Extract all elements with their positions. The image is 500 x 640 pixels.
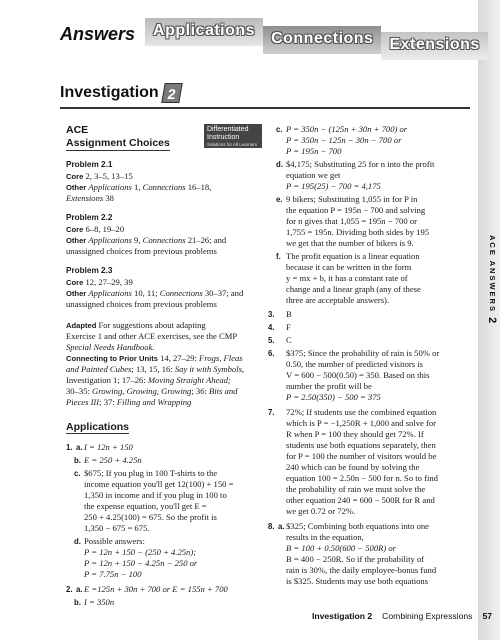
- answer-line: three are acceptable answers).: [286, 295, 390, 305]
- side-label-text: ACE ANSWERS: [488, 235, 497, 313]
- prior-3: Investigation 1; 17–26:: [66, 375, 148, 385]
- page-footer: [312, 611, 492, 621]
- page-number: 57: [482, 611, 493, 621]
- answer-line: for P = 100 the number of visitors would be: [286, 451, 437, 461]
- answer-line: I = 12n + 150: [84, 442, 133, 452]
- left-column: [66, 124, 262, 608]
- answer-sub-label: d.: [276, 160, 283, 169]
- answer-sub-label: c.: [74, 469, 81, 478]
- core-value: 6–8, 19–20: [85, 224, 125, 234]
- answer-4: [268, 322, 474, 333]
- answer-line: 250 + 4.25(100) = 675. So the profit is: [84, 512, 217, 522]
- answer-line: Possible answers:: [84, 536, 145, 546]
- answer-line: P = 350n − (125n + 30n + 700) or: [286, 124, 408, 134]
- diff-line3: Solutions for All Learners: [207, 142, 258, 147]
- answer-line: the probability of rain we must solve the: [286, 484, 426, 494]
- answer-sub-label: b.: [74, 598, 81, 607]
- answer-line: 9 bikers; Substituting 1,055 in for P in: [286, 194, 418, 204]
- adapted-text-2: Exercise 1 and other ACE exercises, see the CMP: [66, 331, 238, 341]
- answer-1c: [66, 468, 262, 534]
- answer-number: 1.: [66, 443, 73, 452]
- answer-line: we get that the number of bikers is 9.: [286, 238, 414, 248]
- other-c: Connections: [159, 288, 203, 298]
- answer-sub-label: a.: [76, 585, 83, 594]
- prior-4: 30–35:: [66, 386, 93, 396]
- answer-line: for n gives that 1,055 = 195n − 700 or: [286, 216, 417, 226]
- answer-line: $325; Combining both equations into one: [286, 521, 429, 531]
- other-a: Applications: [88, 182, 132, 192]
- answer-line: results in the equation,: [286, 532, 364, 542]
- problem-2-1-heading: Problem 2.1: [66, 160, 113, 169]
- answer-line: 240 which can be found by solving the: [286, 462, 420, 472]
- answer-line: V = 600 − 500(0.50) = 350. Based on this: [286, 370, 430, 380]
- answer-line: $375; Since the probability of rain is 50% or: [286, 348, 440, 358]
- problem-2-2-core: [66, 224, 262, 235]
- other-label: Other: [66, 183, 87, 192]
- other-label: Other: [66, 289, 87, 298]
- answer-line: B: [286, 309, 292, 319]
- answer-1d: [66, 536, 262, 580]
- prior-1i: Frogs, Fleas: [199, 353, 243, 363]
- answer-number: 8.: [268, 522, 275, 531]
- answer-number: 2.: [66, 585, 73, 594]
- other-a: Applications: [88, 235, 132, 245]
- answer-line: the equation P = 195n − 700 and solving: [286, 205, 426, 215]
- prior-1: 14, 27–29:: [157, 353, 200, 363]
- page-header: [60, 18, 488, 56]
- problem-2-1-other-cont: [66, 193, 262, 204]
- answer-line: 0.50, the number of predicted visitors is: [286, 359, 423, 369]
- prior-2i: and Painted Cubes: [66, 364, 132, 374]
- answer-2f: [268, 251, 474, 306]
- answer-sub-label: b.: [74, 456, 81, 465]
- answer-sub-label: d.: [74, 537, 81, 546]
- answer-1a: [66, 442, 262, 453]
- other-b: 10, 11;: [131, 288, 160, 298]
- core-label: Core: [66, 225, 84, 234]
- answer-line: 72%; If students use the combined equation: [286, 407, 437, 417]
- problem-2-3-other: [66, 288, 262, 299]
- answer-line: P = 195n − 700: [286, 146, 342, 156]
- answer-number: 4.: [268, 323, 275, 332]
- answer-number: 3.: [268, 310, 275, 319]
- prior-2i2: Say it with Symbols,: [174, 364, 245, 374]
- answer-number: 7.: [268, 408, 275, 417]
- applications-heading: Applications: [66, 421, 130, 433]
- core-value: 12, 27–29, 39: [85, 277, 133, 287]
- answer-line: number the profit will be: [286, 381, 372, 391]
- answer-line: 1,350 in income and if you plug in 100 to: [84, 490, 227, 500]
- footer-investigation: Investigation 2: [312, 611, 373, 621]
- problem-2-3-other-cont: unassigned choices from previous problems: [66, 299, 217, 309]
- prior-units-note: [66, 353, 262, 408]
- core-label: Core: [66, 172, 84, 181]
- prior-4i: Growing, Growing, Growing: [92, 386, 192, 396]
- prior-5: ; 37:: [99, 397, 117, 407]
- answer-line: P = 7.75n − 100: [84, 569, 142, 579]
- problem-2-3-heading: Problem 2.3: [66, 266, 113, 275]
- header-tab-applications: Applications: [145, 18, 263, 46]
- problem-2-1-other: [66, 182, 262, 193]
- answer-line: rain is 30%, the daily employee-bonus fund: [286, 565, 437, 575]
- answer-line: the expense equation, you'll get E =: [84, 501, 207, 511]
- side-label-number: 2: [486, 317, 498, 326]
- answer-line: C: [286, 335, 292, 345]
- answer-2c: [268, 124, 474, 157]
- other-label: Other: [66, 236, 87, 245]
- prior-label: Connecting to Prior Units: [66, 354, 158, 363]
- adapted-label: Adapted: [66, 321, 97, 330]
- answer-line: $4,175; Substituting 25 for n into the profit: [286, 159, 435, 169]
- answer-line: P = 350n − 125n − 30n − 700 or: [286, 135, 402, 145]
- core-value: 2, 3–5, 13–15: [85, 171, 133, 181]
- core-label: Core: [66, 278, 84, 287]
- answer-6: [268, 348, 474, 403]
- header-answers: Answers: [60, 24, 136, 44]
- answer-line: we get 0.72 or 72%.: [286, 506, 356, 516]
- answer-line: The profit equation is a linear equation: [286, 251, 420, 261]
- problem-2-2-other: [66, 235, 262, 246]
- prior-4i2: Bits and: [209, 386, 238, 396]
- answer-line: because it can be written in the form: [286, 262, 412, 272]
- other-e: Extensions: [66, 193, 104, 203]
- diff-line2: Instruction: [207, 134, 240, 141]
- ace-answers-side-label: [480, 235, 498, 325]
- prior-2: ; 13, 15, 16:: [131, 364, 175, 374]
- other-d: 30–37; and: [202, 288, 244, 298]
- answer-7: [268, 407, 474, 517]
- answer-8a: [268, 521, 474, 587]
- answer-line: equation 100 = 2.50n − 500 for n. So to find: [286, 473, 438, 483]
- answer-2b: [66, 597, 262, 608]
- answer-5: [268, 335, 474, 346]
- adapted-text-1: For suggestions about adapting: [96, 320, 206, 330]
- answer-sub-label: e.: [276, 195, 283, 204]
- answer-line: I = 350n: [84, 597, 115, 607]
- problem-2-2-heading: Problem 2.2: [66, 213, 113, 222]
- answer-line: B = 100 + 0.50(600 − 500R) or: [286, 543, 397, 553]
- answer-line: y = mx + b, it has a constant rate of: [286, 273, 408, 283]
- prior-5i2: Filling and Wrapping: [116, 397, 192, 407]
- other-d: 16–18,: [185, 182, 212, 192]
- answer-line: P = 195(25) − 700 = 4,175: [286, 181, 381, 191]
- answer-number: 6.: [268, 349, 275, 358]
- answer-line: change and a linear graph (any of these: [286, 284, 421, 294]
- answer-line: 1,350 − 675 = 675.: [84, 523, 150, 533]
- title-divider: [60, 107, 470, 109]
- answer-line: P = 12n + 150 − (250 + 4.25n);: [84, 547, 197, 557]
- assignment-choices-heading: Assignment Choices: [66, 137, 170, 149]
- answer-3: [268, 309, 474, 320]
- answer-line: B = 400 − 250R. So if the probability of: [286, 554, 425, 564]
- other-c: Connections: [142, 235, 186, 245]
- adapted-note: [66, 320, 262, 353]
- answer-sub-label: f.: [276, 252, 281, 261]
- ace-heading: ACE: [66, 124, 89, 136]
- investigation-title-text: Investigation: [60, 84, 159, 101]
- answer-line: F: [286, 322, 291, 332]
- answer-2d: [268, 159, 474, 192]
- answer-line: equation we get: [286, 170, 341, 180]
- footer-title: Combining Expressions: [382, 611, 473, 621]
- answer-line: E =125n + 30n + 700 or E = 155n + 700: [84, 584, 228, 594]
- answer-line: P = 12n + 150 − 4.25n − 250 or: [84, 558, 198, 568]
- prior-5i: Pieces III: [66, 397, 100, 407]
- answer-1b: [66, 455, 262, 466]
- prior-3i: Moving Straight Ahead;: [147, 375, 231, 385]
- diff-line1: Differentiated: [207, 126, 249, 133]
- answer-number: 5.: [268, 336, 275, 345]
- answer-sub-label: c.: [276, 125, 283, 134]
- problem-2-1-core: [66, 171, 262, 182]
- investigation-number-badge: 2: [161, 83, 183, 103]
- answer-line: which is P = −1,250R + 1,000 and solve for: [286, 418, 437, 428]
- other-c: Connections: [142, 182, 186, 192]
- answer-2e: [268, 194, 474, 249]
- header-tab-connections: Connections: [263, 26, 381, 54]
- answer-sub-label: a.: [278, 522, 285, 531]
- other-d: 21–26; and: [185, 235, 227, 245]
- prior-4b: ; 36:: [191, 386, 210, 396]
- problem-2-3-core: [66, 277, 262, 288]
- investigation-title: [60, 83, 181, 103]
- problem-2-2-other-cont: unassigned choices from previous problems: [66, 246, 217, 256]
- answer-line: $675; If you plug in 100 T-shirts to the: [84, 468, 218, 478]
- right-column: [268, 124, 474, 587]
- other-a: Applications: [88, 288, 132, 298]
- answer-line: P = 2.50(350) − 500 = 375: [286, 392, 381, 402]
- differentiated-instruction-badge: [204, 124, 262, 148]
- answer-sub-label: a.: [76, 443, 83, 452]
- other-b: 9,: [131, 235, 143, 245]
- answer-line: is $325. Students may use both equations: [286, 576, 429, 586]
- adapted-text-3: Special Needs Handbook.: [66, 342, 155, 352]
- answer-line: other equation 240 = 600 − 500R for R and: [286, 495, 435, 505]
- header-tab-extensions: Extensions: [381, 32, 487, 60]
- answer-line: students use both equations separately, then: [286, 440, 436, 450]
- other-f: 38: [103, 193, 114, 203]
- answer-line: income equation you'll get 12(100) + 150 =: [84, 479, 234, 489]
- other-b: 1,: [131, 182, 143, 192]
- answer-line: 1,755 = 195n. Dividing both sides by 195: [286, 227, 430, 237]
- answer-line: E = 250 + 4.25n: [84, 455, 142, 465]
- answer-2a: [66, 584, 262, 595]
- answer-line: R when P = 100 they should get 72%. If: [286, 429, 424, 439]
